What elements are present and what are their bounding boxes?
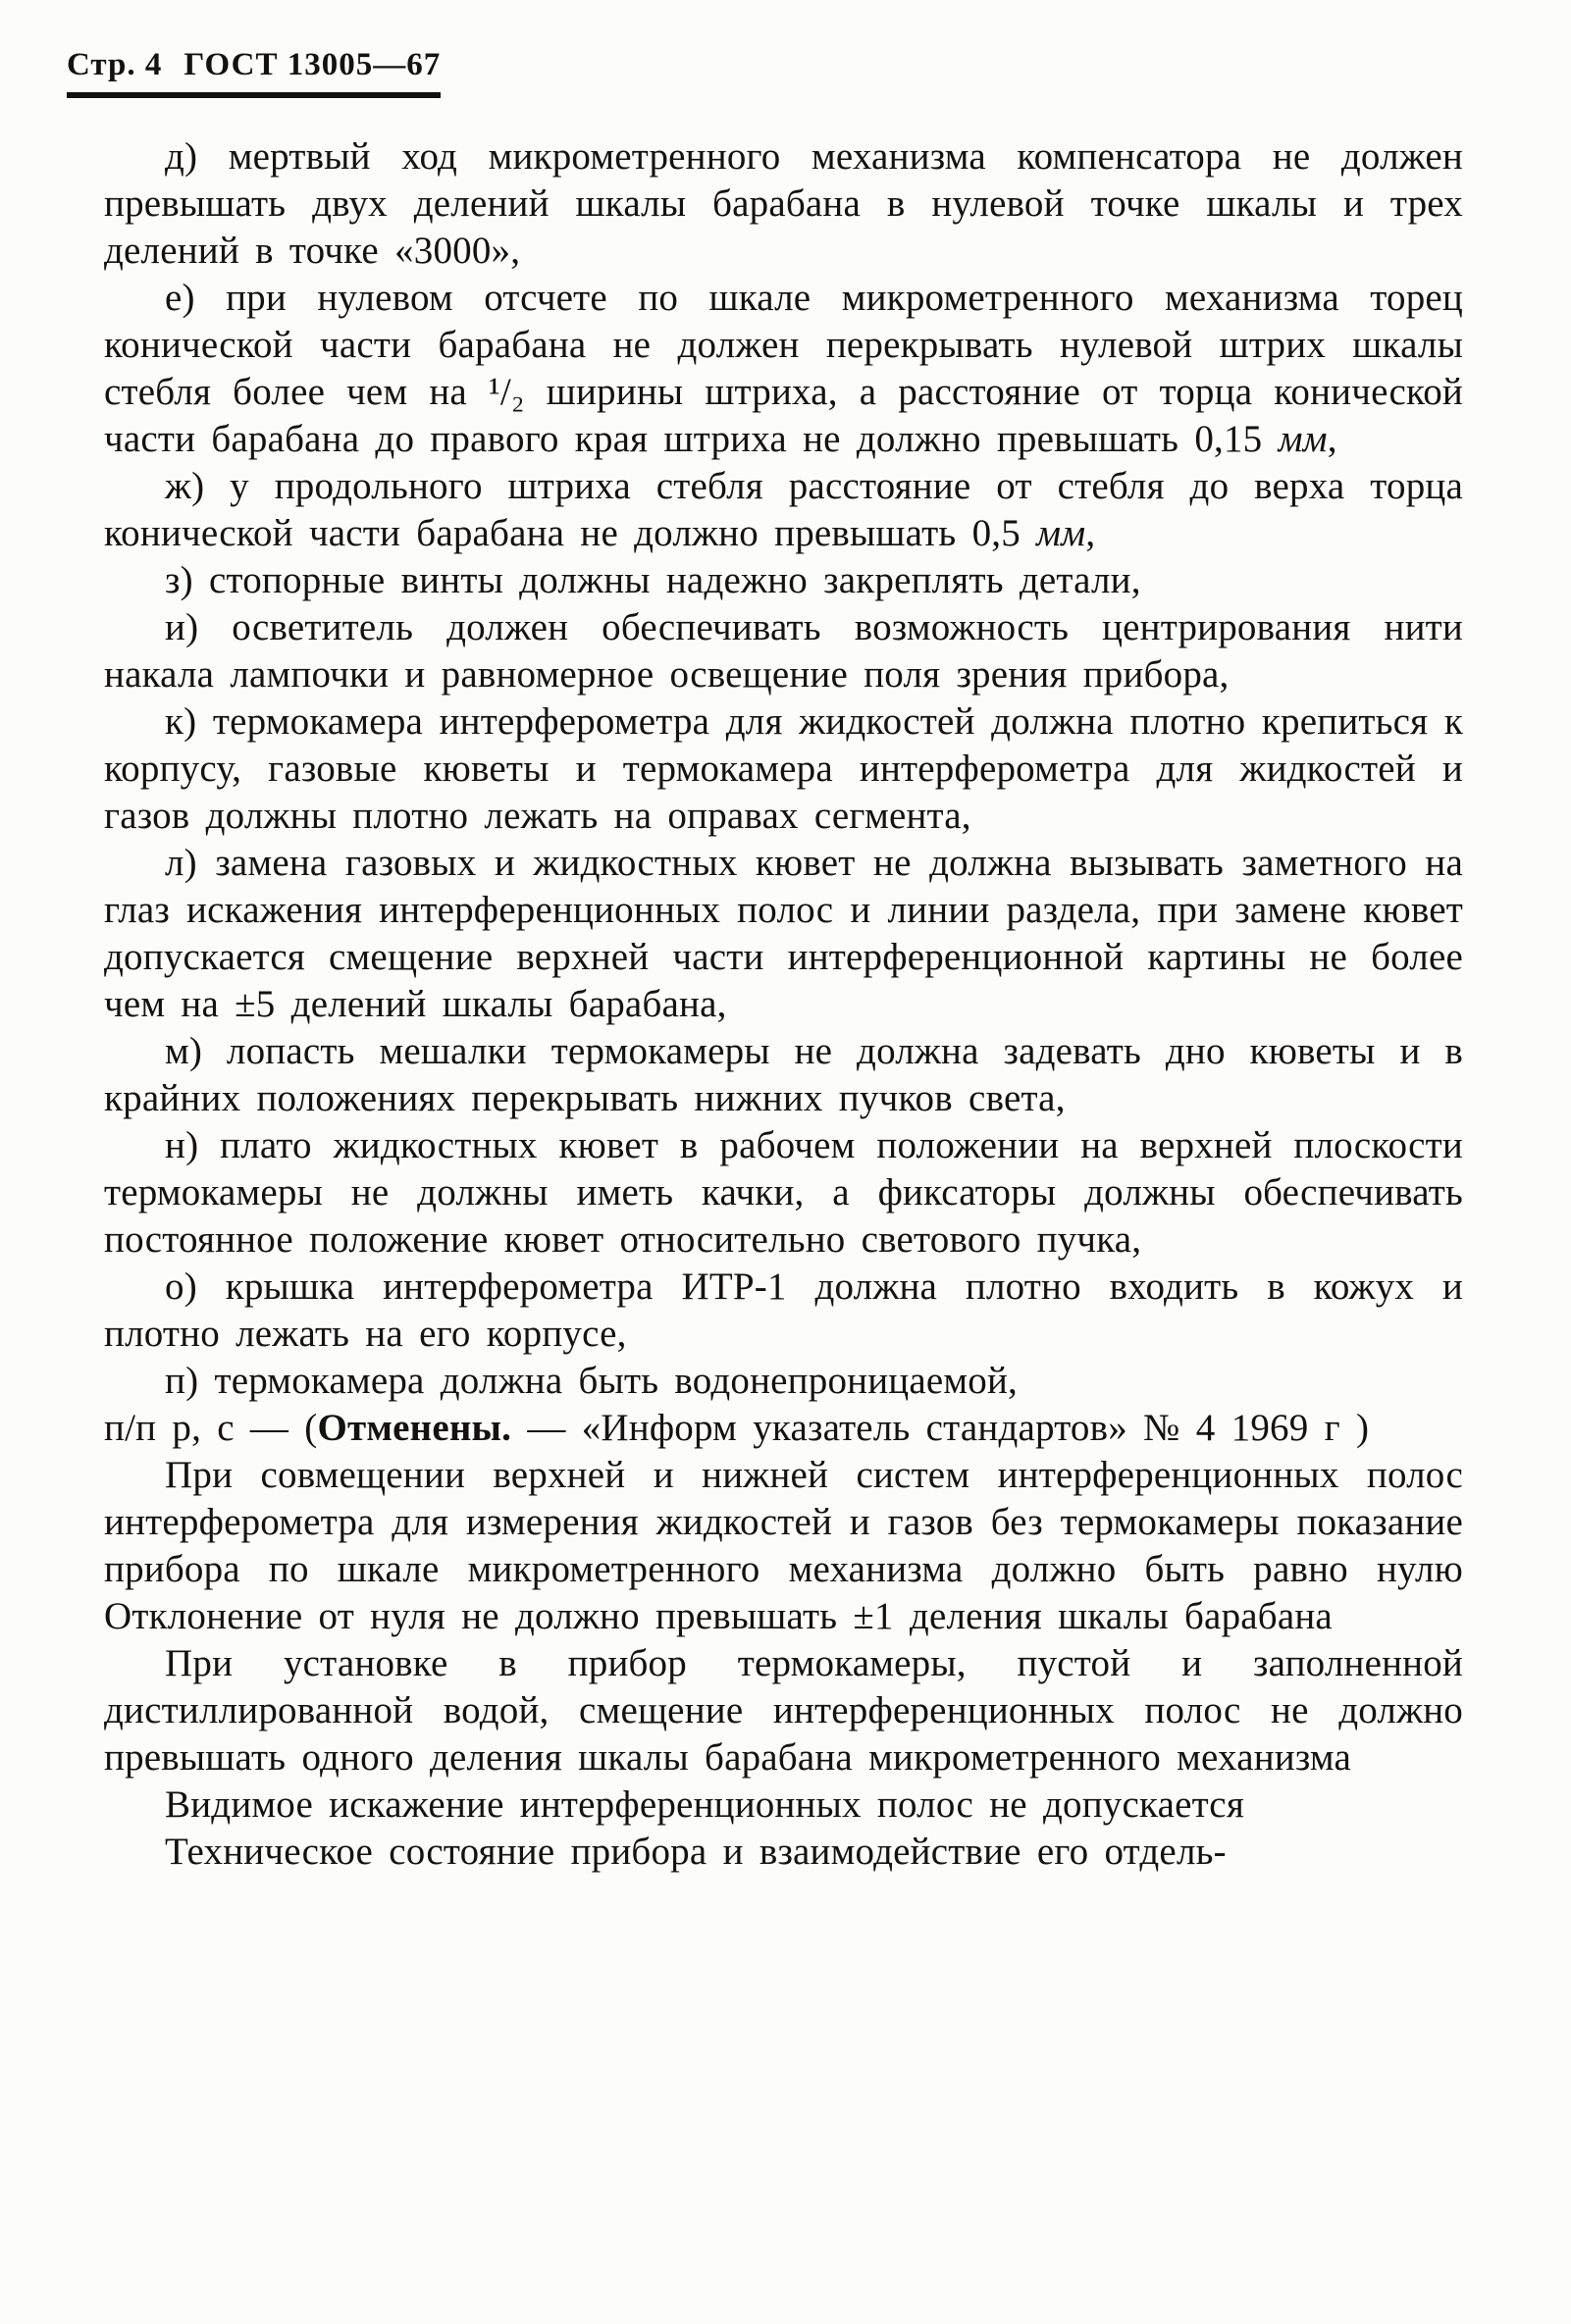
paragraph [104,463,1463,557]
text-run: н) плато жидкостных кювет в рабочем положении на верхней плоскости термокамеры не должны иметь качки, а фиксаторы должны обеспечивать постоянное положение кювет относительно светового пучка, [104,1124,1463,1261]
text-run: м) лопасть мешалки термокамеры не должна задевать дно кюветы и в крайних положениях перекрывать нижних пучков света, [104,1030,1463,1119]
page-header [67,47,441,98]
text-run: Техническое состояние прибора и взаимодействие его отдель- [165,1831,1227,1873]
paragraph [104,557,1463,604]
document-body [104,133,1463,1876]
page-number-label: Стр. 4 [67,47,163,82]
paragraph [104,1782,1463,1829]
paragraph [104,1405,1463,1452]
text-run: , [1085,512,1096,554]
text-run: Видимое искажение интерференционных полос не допускается [165,1783,1244,1826]
text-run: — «Информ указатель стандартов» № 4 1969 г ) [511,1407,1370,1449]
text-run: При совмещении верхней и нижней систем интерференционных полос интерферометра для измерения жидкостей и газов без термокамеры показание прибора по шкале микрометренного механизма должно быть равно нулю Отклонение от нуля не должно превышать ±1 деления шкалы барабана [104,1454,1463,1637]
text-run: Отменены. [317,1407,512,1449]
text-run: о) крышка интерферометра ИТР-1 должна плотно входить в кожух и плотно лежать на его корпусе, [104,1265,1463,1355]
paragraph [104,1264,1463,1358]
paragraph [104,133,1463,275]
text-run: мм [1036,512,1086,554]
paragraph [104,1028,1463,1122]
text-run: мм [1278,418,1328,460]
paragraph [104,698,1463,840]
text-run: п/п р, с — ( [104,1407,318,1449]
paragraph [104,275,1463,463]
paragraph [104,1640,1463,1782]
paragraph [104,1452,1463,1640]
text-run: д) мертвый ход микрометренного механизма компенсатора не должен превышать двух делений шкалы барабана в нулевой точке шкалы и трех делений в точке «3000», [104,135,1463,272]
paragraph [104,840,1463,1028]
text-run: е) при нулевом отсчете по шкале микрометренного механизма торец конической части барабана не должен перекрывать нулевой штрих шкалы стебля более чем на ¹/₂ ширины штриха, а расстояние от торца конической части барабана до правого края штриха не должно превышать 0,15 [104,277,1463,460]
document-number: ГОСТ 13005—67 [183,47,442,82]
text-run: з) стопорные винты должны надежно закреплять детали, [165,559,1141,601]
text-run: и) осветитель должен обеспечивать возможность центрирования нити накала лампочки и равномерное освещение поля зрения прибора, [104,606,1463,696]
text-run: ж) у продольного штриха стебля расстояние от стебля до верха торца конической части барабана не должно превышать 0,5 [104,465,1463,554]
text-run: , [1327,418,1337,460]
text-run: л) замена газовых и жидкостных кювет не должна вызывать заметного на глаз искажения интерференционных полос и линии раздела, при замене кювет допускается смещение верхней части интерференционной картины не более чем на ±5 делений шкалы барабана, [104,842,1463,1025]
paragraph [104,1358,1463,1405]
paragraph [104,1829,1463,1876]
paragraph [104,1122,1463,1264]
text-run: к) термокамера интерферометра для жидкостей должна плотно крепиться к корпусу, газовые кюветы и термокамера интерферометра для жидкостей и газов должны плотно лежать на оправах сегмента, [104,700,1463,837]
paragraph [104,604,1463,698]
text-run: При установке в прибор термокамеры, пустой и заполненной дистиллированной водой, смещение интерференционных полос не должно превышать одного деления шкалы барабана микрометренного механизма [104,1642,1463,1779]
text-run: п) термокамера должна быть водонепроницаемой, [165,1360,1018,1402]
